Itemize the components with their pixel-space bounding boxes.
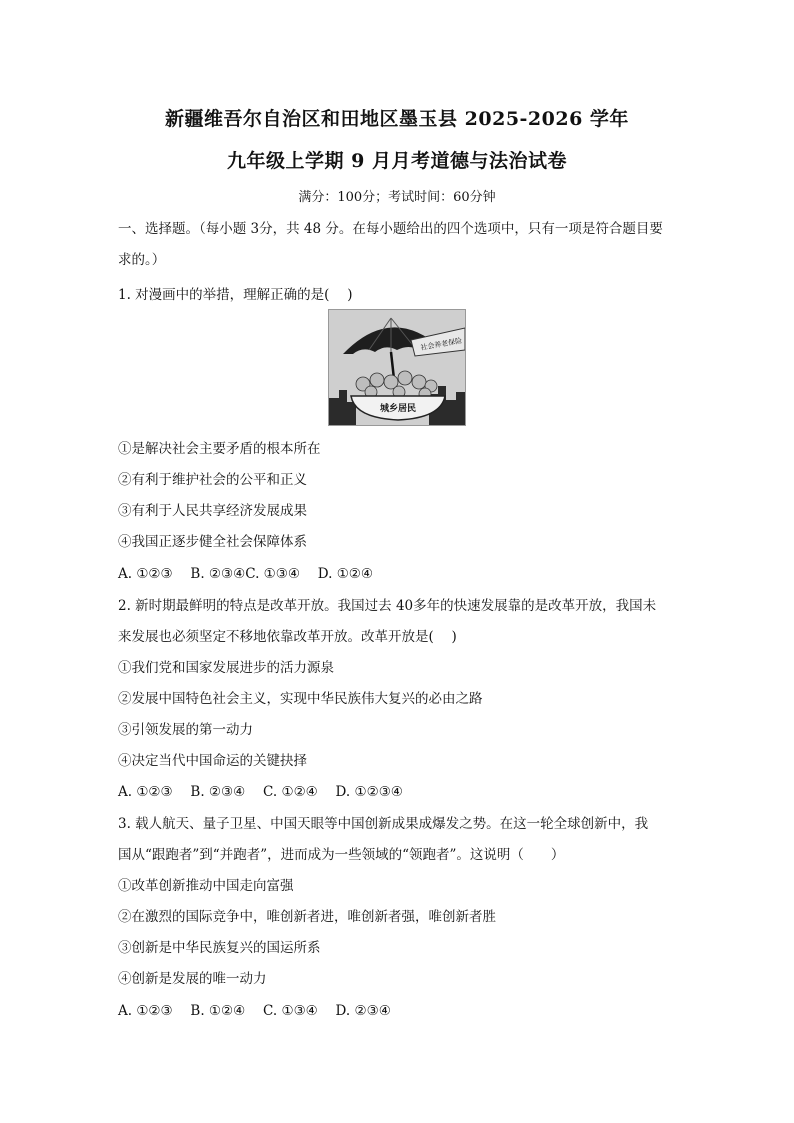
question-3-item: ③创新是中华民族复兴的国运所系 [118, 940, 321, 956]
exam-title-line1: 新疆维吾尔自治区和田地区墨玉县 2025-2026 学年 [165, 108, 629, 130]
exam-title-line2: 九年级上学期 9 月月考道德与法治试卷 [227, 150, 567, 172]
question-3-item: ④创新是发展的唯一动力 [118, 971, 267, 987]
cartoon-figure [328, 309, 466, 426]
question-2-item: ④决定当代中国命运的关键抉择 [118, 753, 307, 769]
question-3-stem: 3. 载人航天、量子卫星、中国天眼等中国创新成果成爆发之势。在这一轮全球创新中，我 [118, 816, 649, 832]
question-3-options: A. ①②③ B. ①②④ C. ①③④ D. ②③④ [118, 1003, 391, 1019]
section-heading-line1: 一、选择题。（每小题 3分，共 48 分。在每小题给出的四个选项中，只有一项是符合题目要 [118, 221, 663, 237]
question-2-options: A. ①②③ B. ②③④ C. ①②④ D. ①②③④ [118, 784, 403, 800]
question-1-item: ④我国正逐步健全社会保障体系 [118, 534, 307, 550]
bowl-label: 城乡居民 [379, 404, 417, 414]
question-1-item: ①是解决社会主要矛盾的根本所在 [118, 441, 321, 457]
exam-meta: 满分：100分；考试时间：60分钟 [298, 190, 496, 205]
cartoon-illustration [329, 310, 465, 425]
section-heading-line2: 求的。） [118, 252, 166, 268]
question-2-item: ②发展中国特色社会主义，实现中华民族伟大复兴的必由之路 [118, 691, 483, 707]
question-1-options: A. ①②③ B. ②③④C. ①③④ D. ①②④ [118, 566, 374, 582]
question-2-stem: 来发展也必须坚定不移地依靠改革开放。改革开放是( ) [118, 629, 457, 645]
question-2-item: ①我们党和国家发展进步的活力源泉 [118, 660, 334, 676]
question-1-item: ③有利于人民共享经济发展成果 [118, 503, 307, 519]
question-2-stem: 2. 新时期最鲜明的特点是改革开放。我国过去 40多年的快速发展靠的是改革开放，我国未 [118, 598, 657, 614]
question-3-stem: 国从“跟跑者”到“并跑者”，进而成为一些领域的“领跑者”。这说明（ ） [118, 847, 565, 863]
question-3-item: ②在激烈的国际竞争中，唯创新者进，唯创新者强，唯创新者胜 [118, 909, 496, 925]
question-1-stem: 1. 对漫画中的举措，理解正确的是( ) [118, 287, 353, 303]
question-1-item: ②有利于维护社会的公平和正义 [118, 472, 307, 488]
umbrella-label: 社会养老保险 [419, 336, 463, 352]
question-2-item: ③引领发展的第一动力 [118, 722, 253, 738]
question-3-item: ①改革创新推动中国走向富强 [118, 878, 294, 894]
